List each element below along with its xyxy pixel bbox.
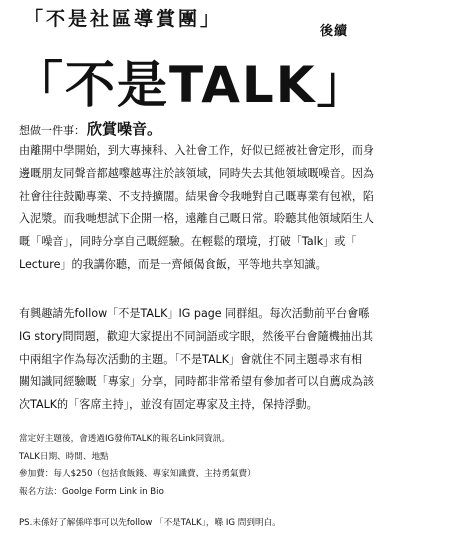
paragraph-line: Lecture」的我講你聽，而是一齊傾偈食飯，平等地共享知識。 [19,257,327,271]
series-title: 「不是社區導賞團」 [24,8,223,30]
detail-line: 參加費：每人$250（包括食飯錢、專家知識費、主持勇氣費） [19,469,256,479]
how-to-join-paragraph [19,303,374,417]
detail-line: 當定好主題後，會透過IG發佈TALK的報名Link同資訊。 [19,434,230,444]
intro-emphasis: 欣賞噪音。 [87,120,163,138]
intro-lead-text: 想做一件事： [19,124,85,137]
ps-note: PS.未係好了解係咩事可以先follow 「不是TALK」，喺 IG 問到明白。 [19,518,281,528]
paragraph-line: 邊嘅朋友同聲音都越嚟越專注於該領域，同時失去其他領域嘅噪音。因為 [19,166,375,180]
detail-line: TALK日期、時間、地點 [19,451,109,462]
main-title: 「不是TALK」 [13,56,369,114]
paragraph-line: 社會往往鼓勵專業、不支持擴闊。結果會令我哋對自己嘅專業有包袱，陷 [19,189,375,203]
paragraph-line: 由離開中學開始，到大專揀科、入社會工作，好似已經被社會定形，而身 [19,144,375,157]
paragraph-line: 關知識同經驗嘅「專家」分享，同時都非常希望有參加者可以自薦成為該 [19,375,375,389]
paragraph-line: 有興趣請先follow「不是TALK」IG page 同群組。每次活動前平台會喺 [19,307,370,320]
intro-paragraph [19,140,374,277]
paragraph-line: IG story問問題，歡迎大家提出不同詞語或字眼，然後平台會隨機抽出其 [19,329,374,343]
event-details [19,431,256,501]
detail-line: 報名方法：Goolge Form Link in Bio [19,486,164,497]
intro-line [19,122,162,137]
paragraph-line: 入泥漿。而我哋想試下企開一格，遠離自己嘅日常。聆聽其他領域陌生人 [19,212,375,226]
paragraph-line: 中兩組字作為每次活動的主題。「不是TALK」會就住不同主題尋求有相 [19,352,363,366]
paragraph-line: 嘅「噪音」，同時分享自己嘅經驗。在輕鬆的環境，打破「Talk」或「 [19,235,357,249]
paragraph-line: 次TALK的「客席主持」，並沒有固定專家及主持，保持浮動。 [19,398,318,412]
series-suffix: 後續 [320,24,349,39]
